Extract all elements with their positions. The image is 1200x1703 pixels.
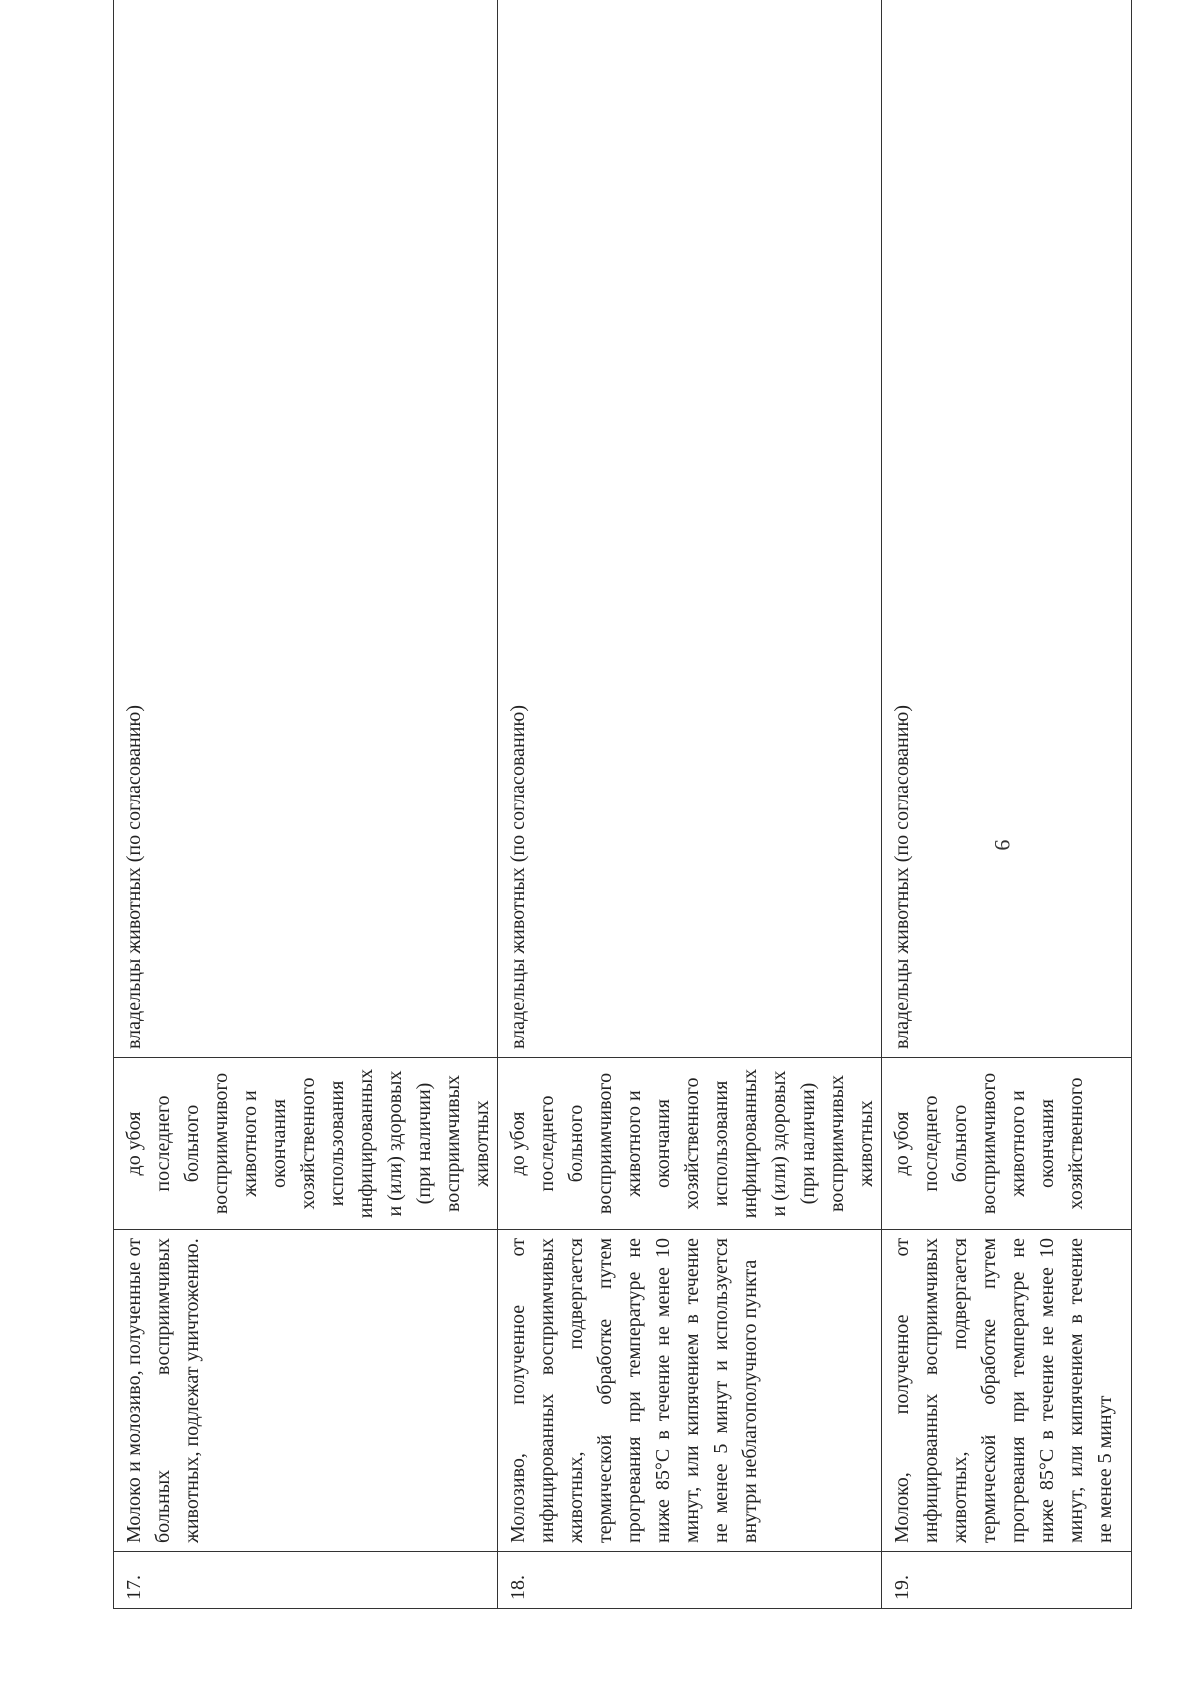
responsible-text: владельцы животных (по согласованию) [882,0,1132,1058]
table-row [114,0,498,1609]
responsible-text: владельцы животных (по согласованию) [498,0,882,1058]
term-text: до убоя последнего больного восприимчивого животного и окончания хозяйственного использования инфицированных и (или) здоровых (при наличии) восприимчивых животных [498,1058,882,1230]
measures-table-wrapper [113,64,1116,1609]
measure-text: Молоко, полученное от инфицированных восприимчивых животных, подвергается термической обработке путем прогревания при температуре не ниже 85°С в течение не менее 10 минут, или кипячением в течение не менее 5 минут [882,1230,1132,1552]
term-text: до убоя последнего больного восприимчивого животного и окончания хозяйственного использования инфицированных и (или) здоровых (при наличии) восприимчивых животных [114,1058,498,1230]
measures-table [113,0,1132,1609]
row-number: 17. [114,1552,498,1609]
table-row [882,0,1132,1609]
table-row [498,0,882,1609]
row-number: 18. [498,1552,882,1609]
term-text: до убоя последнего больного восприимчивого животного и окончания хозяйственного [882,1058,1132,1230]
measure-text: Молозиво, полученное от инфицированных восприимчивых животных, подвергается термической обработке путем прогревания при температуре не ниже 85°С в течение не менее 10 минут, или кипячением в течение не менее 5 минут и используется внутри неблагополучного пункта [498,1230,882,1552]
responsible-text: владельцы животных (по согласованию) [114,0,498,1058]
row-number: 19. [882,1552,1132,1609]
page-number: 9 [990,839,1015,851]
measure-text: Молоко и молозиво, полученные от больных восприимчивых животных, подлежат уничтожению. [114,1230,498,1552]
